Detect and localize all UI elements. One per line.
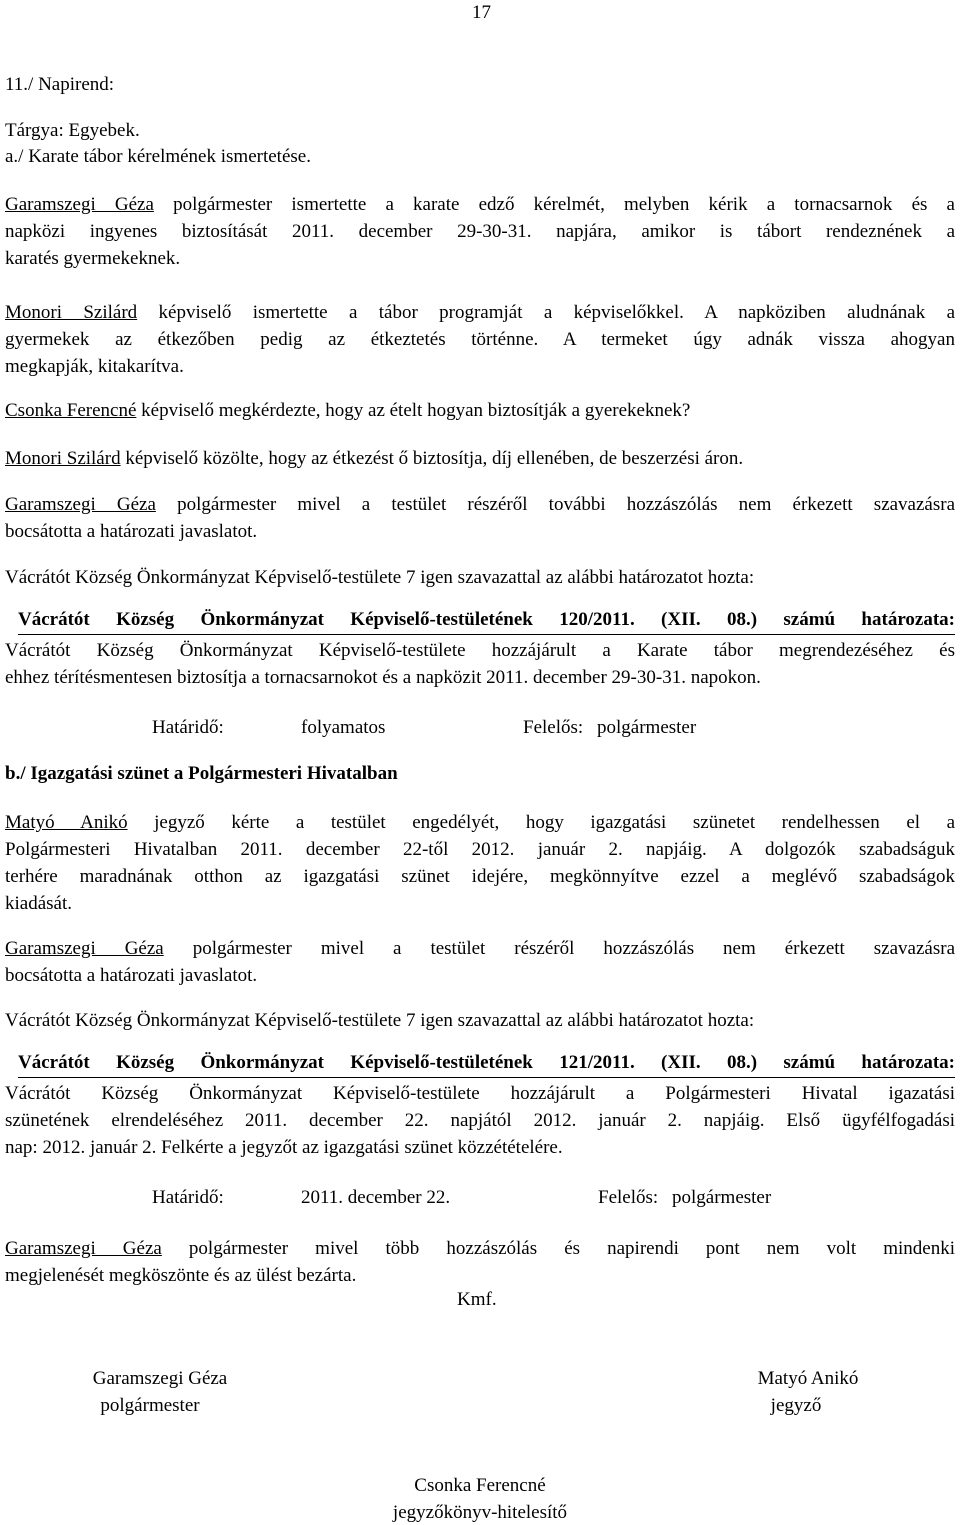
signature-right-name: Matyó Anikó <box>757 1368 859 1389</box>
deadline-value-a: folyamatos <box>301 717 386 738</box>
person-name: Garamszegi Géza <box>5 194 154 215</box>
deadline-value-b: 2011. december 22. <box>301 1187 451 1208</box>
responsible-value-b: polgármester <box>672 1187 772 1208</box>
closing-line1: Garamszegi Géza polgármester mivel több hozzászólás és napirendi pont nem volt mindenki <box>5 1238 955 1259</box>
paragraph-b2-line2: bocsátotta a határozati javaslatot. <box>5 965 258 986</box>
paragraph-a5-line1: Garamszegi Géza polgármester mivel a testület részéről további hozzászólás nem érkezett szavazásra <box>5 494 956 515</box>
vote-statement-b: Vácrátót Község Önkormányzat Képviselő-testülete 7 igen szavazattal az alábbi határozatot hozta: <box>5 1010 755 1031</box>
paragraph-a1-line3: karatés gyermekeknek. <box>5 248 181 269</box>
person-name: Monori Szilárd <box>5 302 138 323</box>
resolution-divider-a <box>18 634 955 635</box>
agenda-heading: 11./ Napirend: <box>5 74 115 95</box>
paragraph-a2-line2: gyermekek az étkezőben pedig az étkeztetés történne. A termeket úgy adnák vissza ahogyan <box>5 329 955 350</box>
responsible-label-b: Felelős: <box>598 1187 659 1208</box>
signature-left-title: polgármester <box>100 1395 200 1416</box>
resolution-title-b: Vácrátót Község Önkormányzat Képviselő-testületének 121/2011. (XII. 08.) számú határozata: <box>18 1052 955 1073</box>
paragraph-a4: Monori Szilárd képviselő közölte, hogy az étkezést ő biztosítja, díj ellenében, de beszerzési áron. <box>5 448 744 469</box>
person-name: Csonka Ferencné <box>5 400 137 421</box>
kmf-label: Kmf. <box>457 1289 497 1310</box>
person-name: Garamszegi Géza <box>5 938 164 959</box>
paragraph-b1-line2: Polgármesteri Hivatalban 2011. december 22-től 2012. január 2. napjáig. A dolgozók szabadságuk <box>5 839 955 860</box>
vote-statement-a: Vácrátót Község Önkormányzat Képviselő-testülete 7 igen szavazattal az alábbi határozatot hozta: <box>5 567 755 588</box>
paragraph-a2-line1: Monori Szilárd képviselő ismertette a tábor programját a képviselőkkel. A napköziben aludnának a <box>5 302 955 323</box>
paragraph-b1-line4: kiadását. <box>5 893 73 914</box>
paragraph-b2-line1: Garamszegi Géza polgármester mivel a testület részéről hozzászólás nem érkezett szavazásra <box>5 938 956 959</box>
paragraph-a5-line2: bocsátotta a határozati javaslatot. <box>5 521 258 542</box>
paragraph-a2-line3: megkapják, kitakarítva. <box>5 356 184 377</box>
signature-right-title: jegyző <box>770 1395 822 1416</box>
paragraph-a1-line2: napközi ingyenes biztosítását 2011. december 29-30-31. napjára, amikor is tábort rendeznének a <box>5 221 955 242</box>
resolution-a-line1: Vácrátót Község Önkormányzat Képviselő-testülete hozzájárult a Karate tábor megrendezéséhez és <box>5 640 955 661</box>
person-name: Monori Szilárd <box>5 448 121 469</box>
paragraph-b1-line1: Matyó Anikó jegyző kérte a testület engedélyét, hogy igazgatási szünetet rendelhessen el a <box>5 812 956 833</box>
section-b-heading: b./ Igazgatási szünet a Polgármesteri Hivatalban <box>5 763 398 784</box>
resolution-divider-b <box>18 1077 955 1078</box>
person-name: Garamszegi Géza <box>5 1238 162 1259</box>
deadline-label-a: Határidő: <box>152 717 224 738</box>
paragraph-a1-line1: Garamszegi Géza polgármester ismertette a karate edző kérelmét, melyben kérik a tornacsarnok és a <box>5 194 955 215</box>
paragraph-b1-line3: terhére maradnának otthon az igazgatási szünet idejére, megkönnyítve ezzel a meglévő szabadságok <box>5 866 955 887</box>
responsible-value-a: polgármester <box>597 717 697 738</box>
responsible-label-a: Felelős: <box>523 717 584 738</box>
resolution-b-line1: Vácrátót Község Önkormányzat Képviselő-testülete hozzájárult a Polgármesteri Hivatal igazatási <box>5 1083 955 1104</box>
signature-center-name: Csonka Ferencné <box>414 1475 546 1496</box>
person-name: Garamszegi Géza <box>5 494 156 515</box>
page-number: 17 <box>472 2 491 23</box>
section-a-heading: a./ Karate tábor kérelmének ismertetése. <box>5 146 311 167</box>
person-name: Matyó Anikó <box>5 812 128 833</box>
closing-line2: megjelenését megköszönte és az ülést bezárta. <box>5 1265 357 1286</box>
resolution-title-a: Vácrátót Község Önkormányzat Képviselő-testületének 120/2011. (XII. 08.) számú határozata: <box>18 609 955 630</box>
resolution-b-line3: nap: 2012. január 2. Felkérte a jegyzőt az igazgatási szünet közzétételére. <box>5 1137 563 1158</box>
subject-heading: Tárgya: Egyebek. <box>5 120 140 141</box>
signature-left-name: Garamszegi Géza <box>92 1368 228 1389</box>
signature-center-title: jegyzőkönyv-hitelesítő <box>392 1502 568 1523</box>
deadline-label-b: Határidő: <box>152 1187 224 1208</box>
resolution-b-line2: szünetének elrendeléséhez 2011. december 22. napjától 2012. január 2. napjáig. Első ügyfélfogadási <box>5 1110 955 1131</box>
paragraph-a3: Csonka Ferencné képviselő megkérdezte, hogy az ételt hogyan biztosítják a gyerekeknek? <box>5 400 691 421</box>
resolution-a-line2: ehhez térítésmentesen biztosítja a tornacsarnokot és a napközit 2011. december 29-30-31. napokon. <box>5 667 761 688</box>
